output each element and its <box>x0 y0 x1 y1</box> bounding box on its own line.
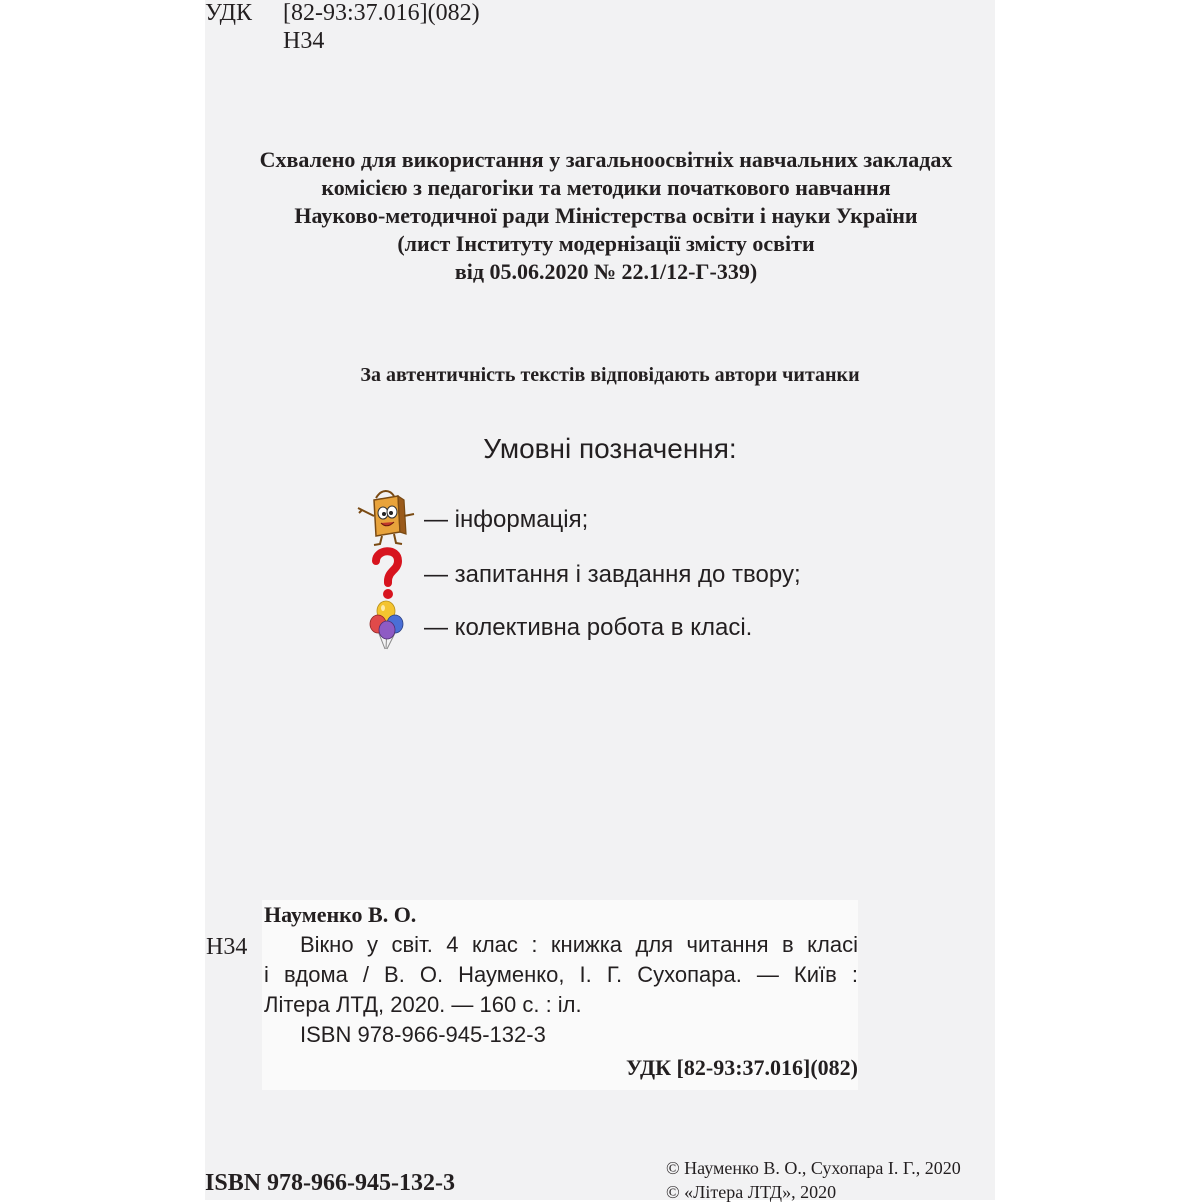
catalog-code: Н34 <box>283 28 325 54</box>
catalog-line: і вдома / В. О. Науменко, І. Г. Сухопара. — Київ : <box>264 962 858 987</box>
catalog-isbn: ISBN 978-966-945-132-3 <box>300 1022 546 1047</box>
approval-line: Науково-методичної ради Міністерства освіти і науки України <box>294 203 918 228</box>
approval-line: (лист Інституту модернізації змісту освіти <box>397 231 815 256</box>
copyright-line: © «Літера ЛТД», 2020 <box>666 1182 837 1202</box>
legend-item-questions <box>354 543 854 603</box>
approval-line: комісією з педагогіки та методики початкового навчання <box>321 175 891 200</box>
legend-title: Умовні позначення: <box>483 433 737 464</box>
udk-label: УДК <box>205 0 252 26</box>
legend-text: — колективна робота в класі. <box>424 614 753 641</box>
approval-line: Схвалено для використання у загальноосвітніх навчальних закладах <box>259 147 953 172</box>
copyright-block <box>666 1156 961 1204</box>
approval-line: від 05.06.2020 № 22.1/12-Г-339) <box>454 259 758 284</box>
catalog-description <box>264 930 858 1050</box>
catalog-card-code: Н34 <box>206 934 248 960</box>
catalog-udk: УДК [82-93:37.016](082) <box>626 1055 858 1080</box>
copyright-line: © Науменко В. О., Сухопара І. Г., 2020 <box>666 1158 961 1178</box>
catalog-line: Літера ЛТД, 2020. — 160 с. : іл. <box>264 992 582 1017</box>
udk-header <box>205 0 480 26</box>
approval-statement <box>205 146 1007 286</box>
legend-item-information <box>354 488 854 548</box>
legend-item-group-work <box>354 597 854 657</box>
catalog-line: Вікно у світ. 4 клас : книжка для читання в класі <box>300 932 858 957</box>
book-character-icon <box>354 488 418 548</box>
question-mark-icon <box>354 543 418 603</box>
legend-text: — запитання і завдання до твору; <box>424 561 801 588</box>
udk-code: [82-93:37.016](082) <box>283 0 480 26</box>
balloons-icon <box>354 597 418 657</box>
catalog-author: Науменко В. О. <box>264 902 417 927</box>
authenticity-note: За автентичність текстів відповідають автори читанки <box>360 364 860 386</box>
isbn: ISBN 978-966-945-132-3 <box>205 1170 455 1196</box>
legend-text: — інформація; <box>424 506 589 533</box>
